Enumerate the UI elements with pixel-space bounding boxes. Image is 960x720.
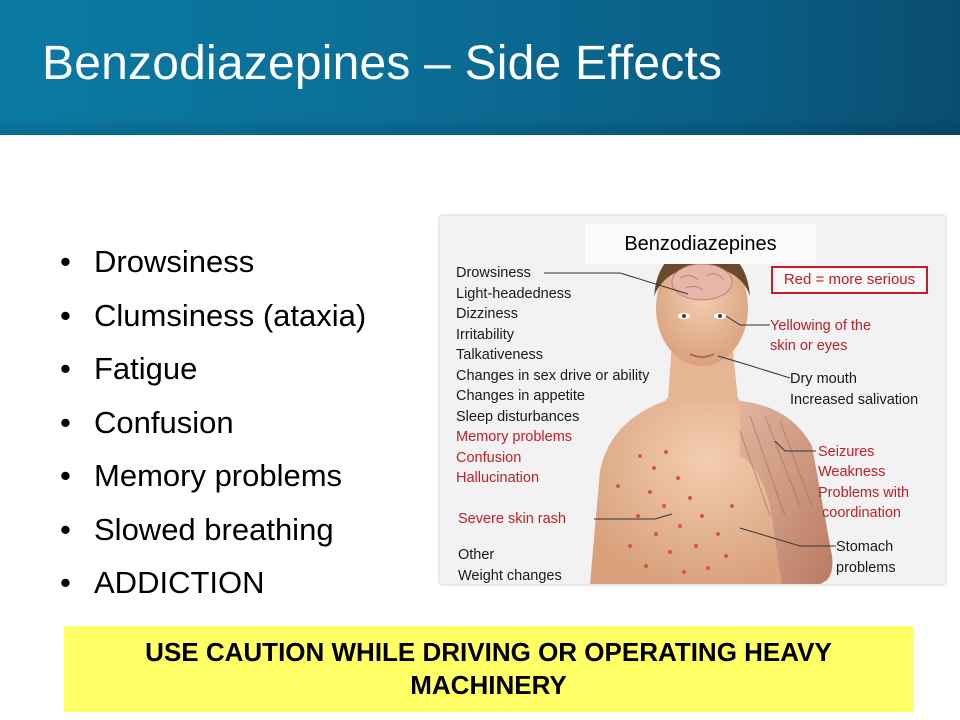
list-item: • Slowed breathing [60,503,440,557]
figure-label: Dizziness [456,306,519,322]
figure-label-serious: Confusion [456,450,522,466]
list-item: • Drowsiness [60,235,440,289]
figure-label-serious: Memory problems [456,429,573,445]
figure-label: Sleep disturbances [456,409,580,425]
title-bar [0,0,960,135]
figure-label: Stomach [836,539,894,555]
figure-label: Other [458,547,495,563]
list-item: • Clumsiness (ataxia) [60,289,440,343]
slide-title: Benzodiazepines – Side Effects [42,37,723,90]
bullet-icon: • [60,244,71,279]
figure-caption: Benzodiazepines [585,224,816,264]
bullet-icon: • [60,458,71,493]
figure-label: Dry mouth [790,371,857,387]
figure-label-serious: Problems with [818,485,910,501]
figure-label: Weight changes [458,568,562,584]
list-item: • Fatigue [60,342,440,396]
list-item: • ADDICTION [60,556,440,610]
bullet-icon: • [60,404,71,440]
figure-label-serious: Yellowing of the [770,318,872,334]
figure-label-serious: Severe skin rash [458,511,566,527]
caution-text: USE CAUTION WHILE DRIVING OR OPERATING HEAVY MACHINERY [145,637,832,700]
figure-label: Light-headedness [456,286,572,302]
figure-label: problems [836,560,896,576]
bullet-icon: • [60,565,71,600]
figure-label: Drowsiness [456,265,531,281]
caution-banner [64,626,913,712]
severity-legend: Red = more serious [771,266,928,294]
figure-label: Changes in sex drive or ability [456,368,650,384]
figure-label-serious: Seizures [818,444,875,460]
figure-label: Increased salivation [790,392,919,408]
figure-label-serious: Hallucination [456,470,540,486]
bullet-icon: • [60,511,71,547]
list-item: • Confusion [60,396,440,450]
figure-label: Talkativeness [456,347,544,363]
bullet-icon: • [60,351,71,386]
figure-label-serious: skin or eyes [770,338,848,354]
bullet-icon: • [60,297,71,333]
figure-label-serious: coordination [822,505,901,521]
figure-label: Irritability [456,327,515,343]
figure-label-serious: Weakness [818,464,886,480]
side-effects-list [60,235,440,610]
list-item: • Memory problems [60,449,440,503]
figure-label: Changes in appetite [456,388,585,404]
